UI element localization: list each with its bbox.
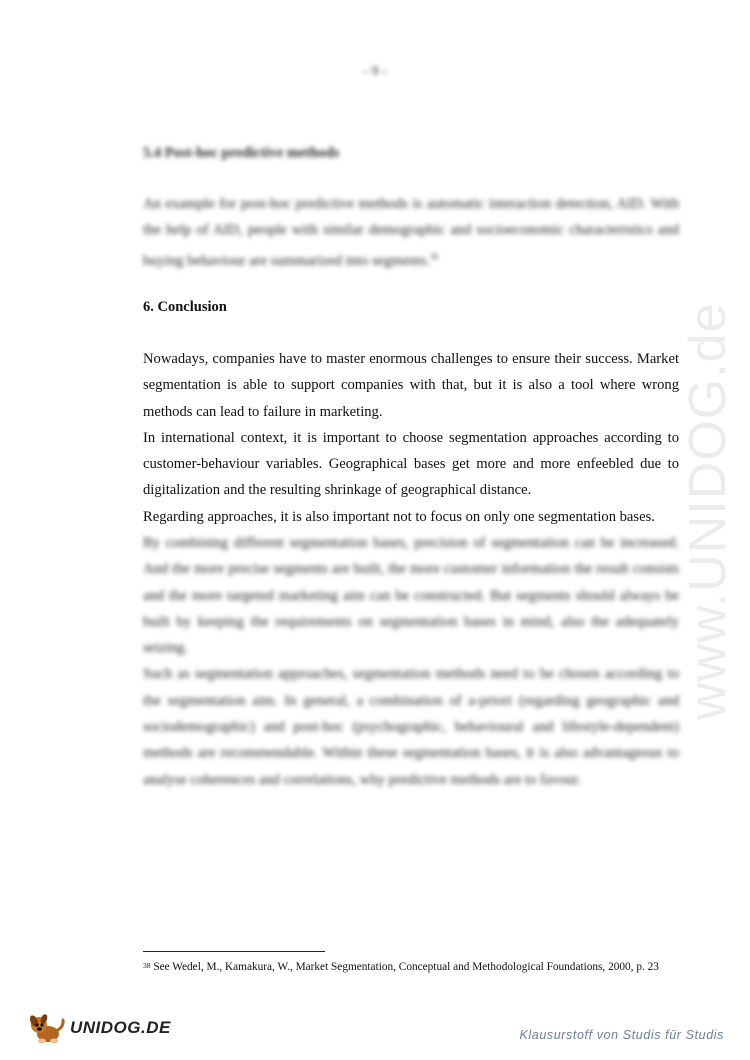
conclusion-paragraph-3: Regarding approaches, it is also important not to focus on only one segmentation bases. <box>143 508 655 525</box>
dog-mascot-icon <box>26 1012 66 1044</box>
watermark <box>670 284 742 724</box>
page-number: - 9 - <box>363 64 387 79</box>
section-5-4-heading: 5.4 Post-hoc predictive methods <box>143 145 340 161</box>
conclusion-heading: 6. Conclusion <box>143 299 227 315</box>
footnote-text: See Wedel, M., Kamakura, W., Market Segmentation, Conceptual and Methodological Foundations, 2000, p. 23 <box>150 961 659 973</box>
footnote-number: 38 <box>143 961 151 970</box>
footer-tagline: Klausurstoff von Studis für Studis <box>519 1028 724 1042</box>
conclusion-body <box>143 346 679 530</box>
unidog-logo[interactable] <box>26 1012 171 1044</box>
logo-text: UNIDOG.DE <box>70 1018 171 1037</box>
footnote-reference: 38 <box>429 251 438 261</box>
conclusion-blurred-paragraph-2: Such as segmentation approaches, segmentation methods need to be chosen according to the segmentation aim. In general, a combination of a-priori (regarding geographic and sociodemographic) and post-hoc (psychographic, behavioural and lifestyle-dependent) methods are recommendable. Within these segmentation bases, it is also advantageous to analyse coherences and correlations, why predictive methods are to favour. <box>143 666 679 788</box>
watermark-text: www.UNIDOG.de <box>679 302 737 720</box>
conclusion-blurred-body <box>143 530 679 793</box>
conclusion-paragraph-1: Nowadays, companies have to master enormous challenges to ensure their success. Market segmentation is able to support companies with that, but it is also a tool where wrong methods can lead to failure in marketing. <box>143 351 679 420</box>
footnote <box>143 960 683 976</box>
section-5-4-text: An example for post-hoc predictive methods is automatic interaction detection, AID. With the help of AID, people with similar demographic and socioeconomic characteristics and buying behaviour are summarized into segments. <box>143 196 679 269</box>
conclusion-paragraph-2: In international context, it is important to choose segmentation approaches according to customer-behaviour variables. Geographical bases get more and more enfeebled due to digitalization and the resulting shrinkage of geographical distance. <box>143 429 679 499</box>
footnote-divider <box>143 951 325 952</box>
section-5-4-paragraph <box>143 191 679 274</box>
conclusion-blurred-paragraph-1: By combining different segmentation bases, precision of segmentation can be increased. And the more precise segments are built, the more customer information the result consists and the more targeted marketing aim can be constructed. But segments should always be built by keeping the requirements on segmentation bases in mind, also the adequately seizing. <box>143 535 679 657</box>
